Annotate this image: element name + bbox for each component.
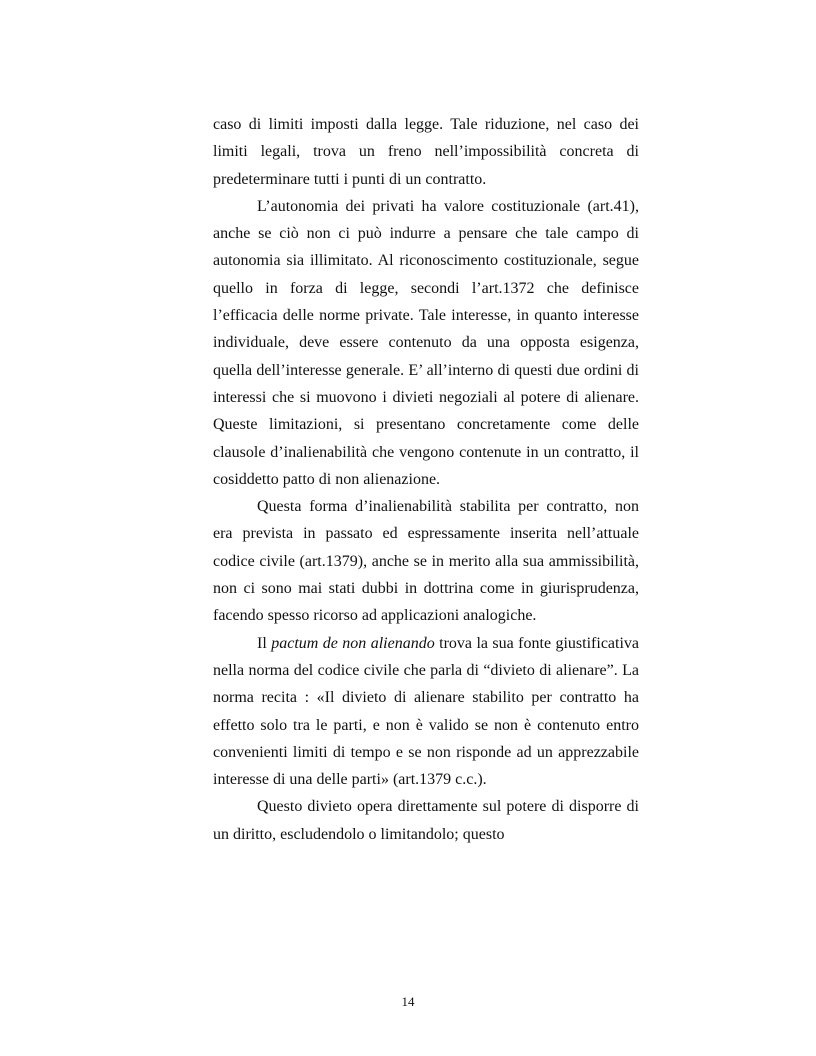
paragraph-text: caso di limiti imposti dalla legge. Tale riduzione, nel caso dei limiti legali, trova un freno nell’impossibilità concreta di predeterminare tutti i punti di un contratto.	[213, 116, 639, 188]
paragraph-autonomia	[213, 193, 639, 493]
paragraph-inalienabilita	[213, 493, 639, 629]
paragraph-pactum	[213, 630, 639, 794]
paragraph-text: Questo divieto opera direttamente sul potere di disporre di un diritto, escludendolo o limitandolo; questo	[213, 798, 639, 843]
latin-term: pactum de non alienando	[271, 634, 435, 652]
paragraph-text: L’autonomia dei privati ha valore costituzionale (art.41), anche se ciò non ci può indurre a pensare che tale campo di autonomia sia illimitato. Al riconoscimento costituzionale, segue quello in forza di legge, secondi l’art.1372 che definisce l’efficacia delle norme private. Tale interesse, in quanto interesse individuale, deve essere contenuto da una opposta esigenza, quella dell’interesse generale. E’ all’interno di questi due ordini di interessi che si muovono i divieti negoziali al potere di alienare. Queste limitazioni, si presentano concretamente come delle clausole d’inalienabilità che vengono contenute in un contratto, il cosiddetto patto di non alienazione.	[213, 197, 639, 488]
paragraph-divieto	[213, 793, 639, 848]
paragraph-continuation	[213, 111, 639, 193]
page-number: 14	[401, 994, 415, 1009]
paragraph-lead: Il	[257, 634, 267, 652]
paragraph-text: trova la sua fonte giustificativa nella norma del codice civile che parla di “divieto di alienare”. La norma recita : «Il divieto di alienare stabilito per contratto ha effetto solo tra le parti, e non è valido se non è contenuto entro convenienti limiti di tempo e se non risponde ad un apprezzabile interesse di una delle parti» (art.1379 c.c.).	[213, 634, 640, 789]
paragraph-text: Questa forma d’inalienabilità stabilita per contratto, non era prevista in passato ed espressamente inserita nell’attuale codice civile (art.1379), anche se in merito alla sua ammissibilità, non ci sono mai stati dubbi in dottrina come in giurisprudenza, facendo spesso ricorso ad applicazioni analogiche.	[213, 498, 639, 625]
document-body	[213, 111, 639, 848]
